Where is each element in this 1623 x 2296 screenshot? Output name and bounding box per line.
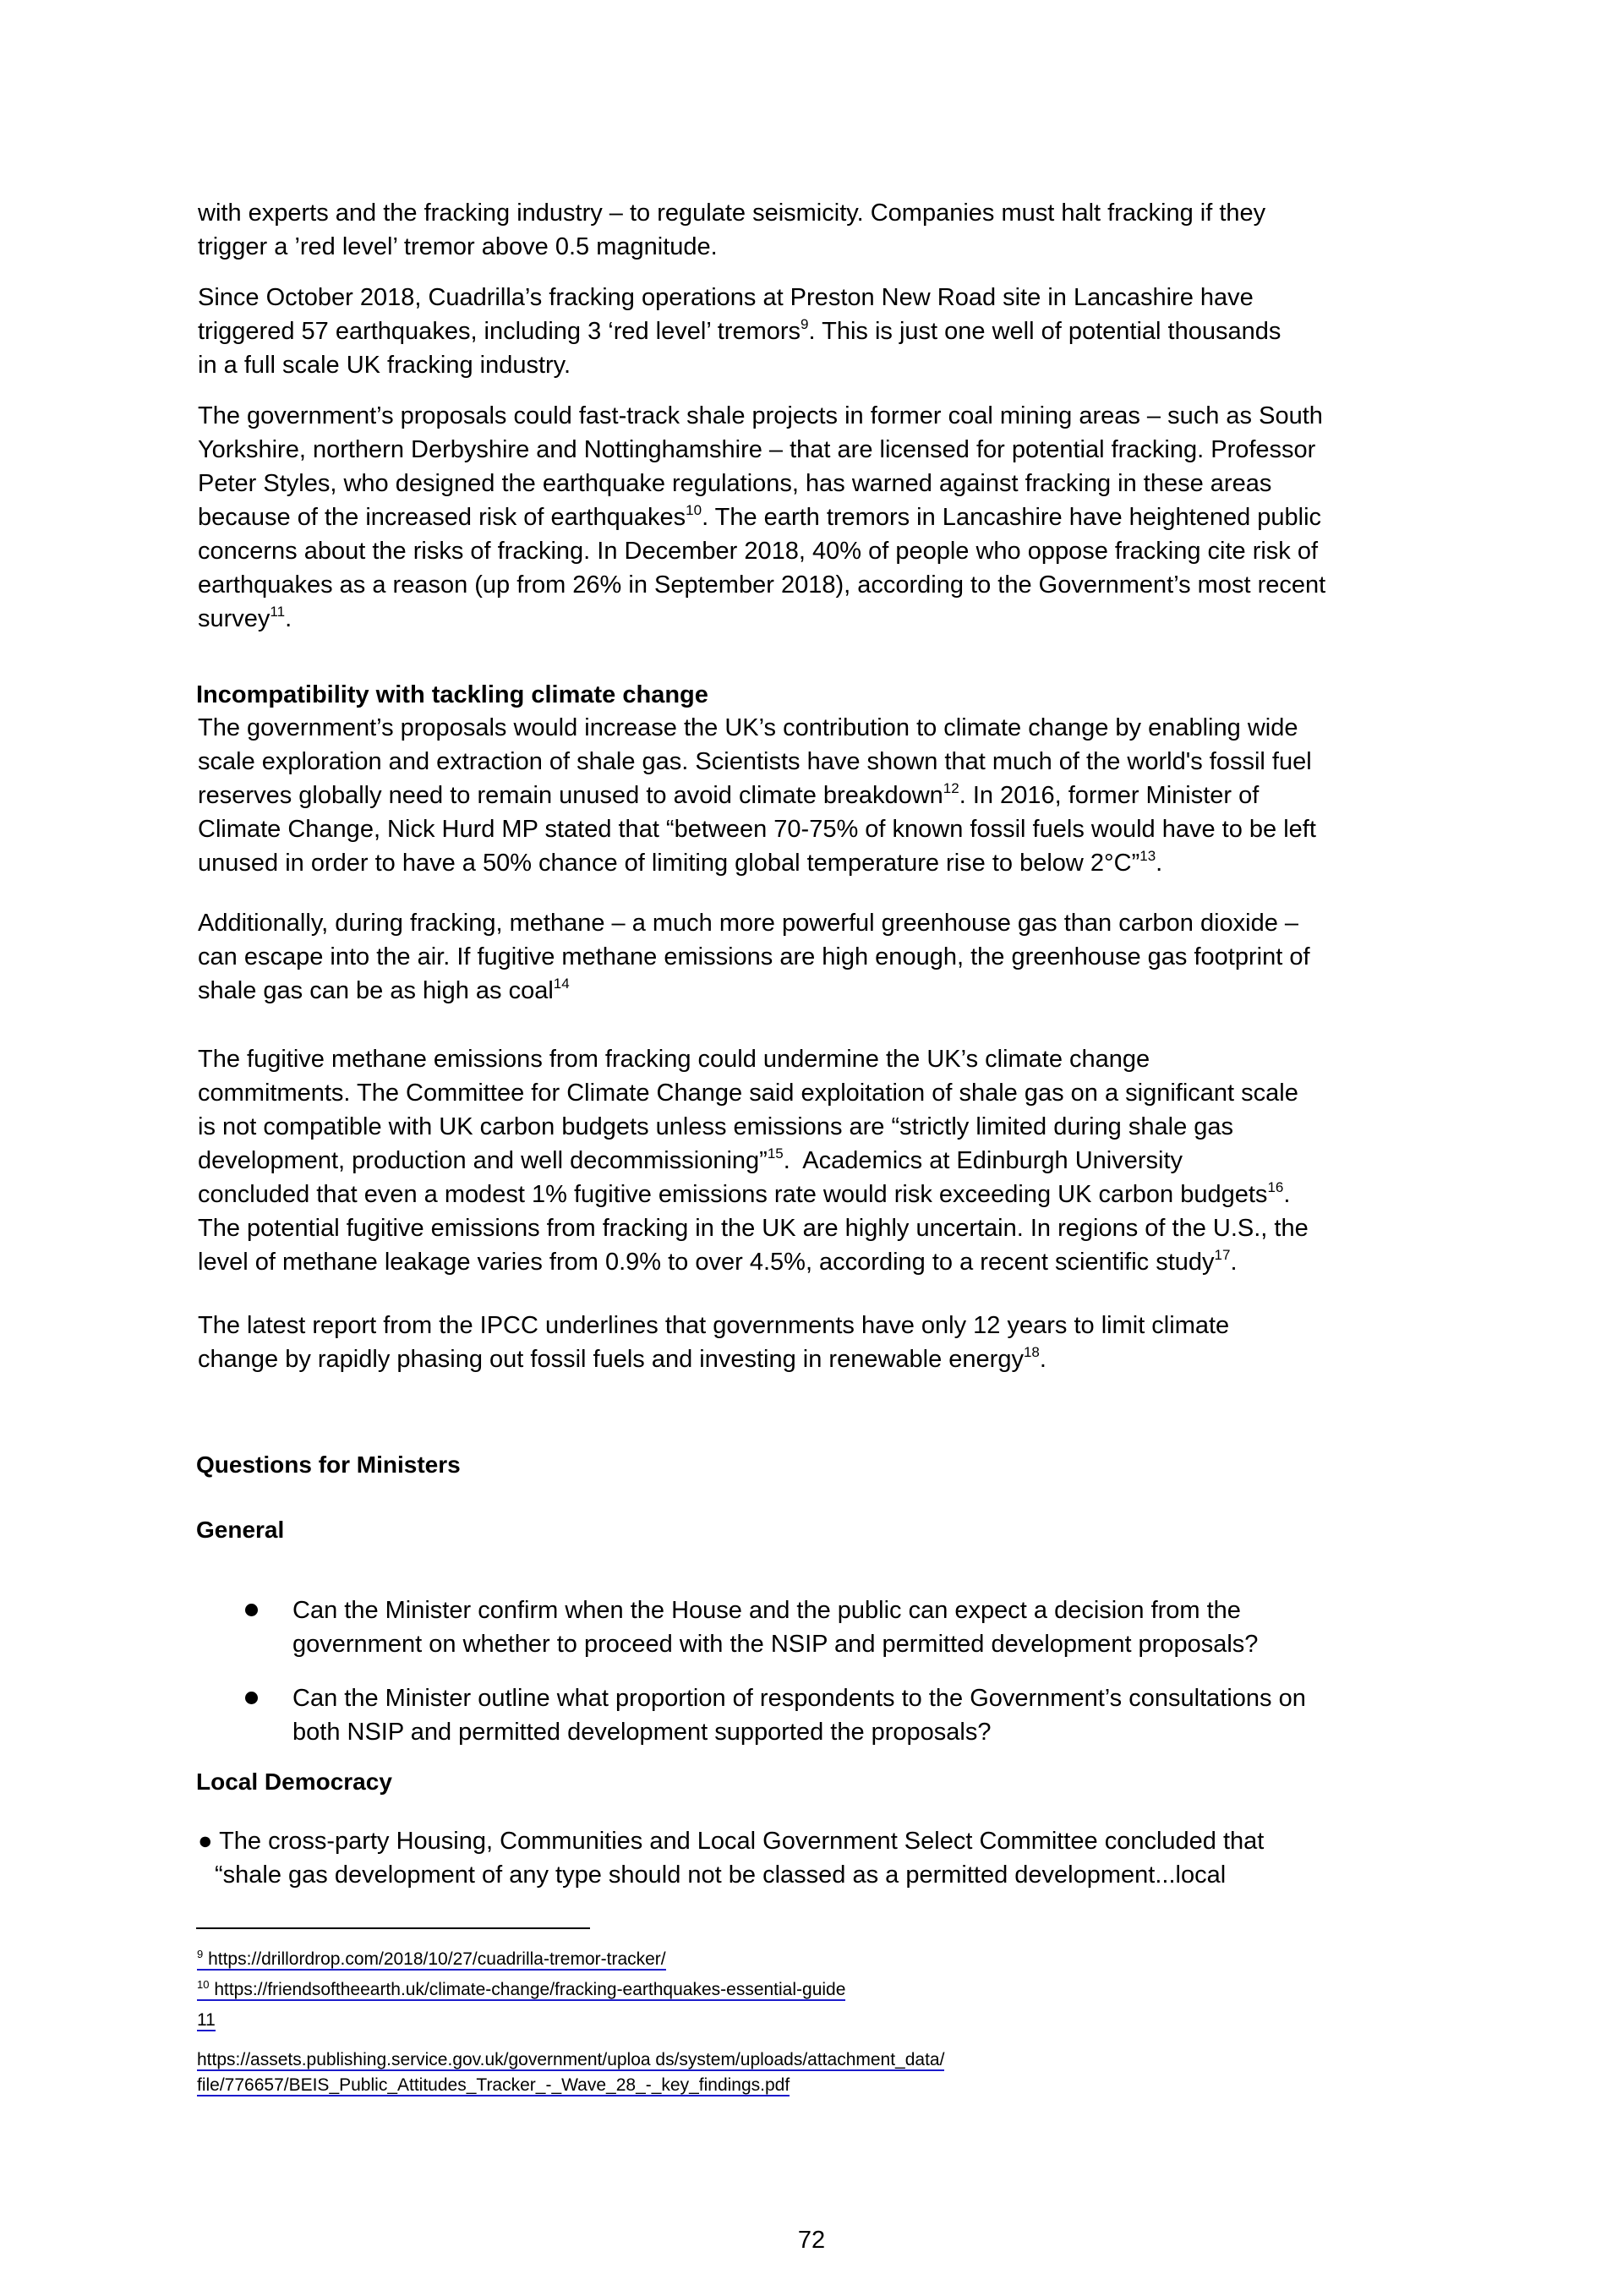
text-run: . The earth tremors in Lancashire have heightened public <box>702 504 1322 531</box>
footnote-separator <box>196 1927 590 1929</box>
section-heading-climate-change: Incompatibility with tackling climate change <box>196 681 708 708</box>
paragraph-methane-escape <box>198 906 1483 1008</box>
text-line: Peter Styles, who designed the earthquake regulations, has warned against fracking in these areas <box>198 470 1272 497</box>
footnote-ref-17[interactable]: 17 <box>1214 1247 1231 1263</box>
text-run: unused in order to have a 50% chance of limiting global temperature rise to below 2°C” <box>198 850 1140 877</box>
text-line: “shale gas development of any type should not be classed as a permitted development...local <box>215 1861 1227 1889</box>
text-line <box>198 974 1483 1008</box>
text-line: in a full scale UK fracking industry. <box>198 352 571 379</box>
text-line: Climate Change, Nick Hurd MP stated that “between 70-75% of known fossil fuels would have to be left <box>198 816 1316 843</box>
local-democracy-list-item <box>198 1824 1483 1892</box>
footnote-number-link[interactable]: 11 <box>197 2010 216 2030</box>
paragraph-ipcc-report <box>198 1309 1483 1376</box>
bullet-icon <box>245 1604 258 1616</box>
text-line: with experts and the fracking industry – to regulate seismicity. Companies must halt fracking if they <box>198 200 1266 227</box>
text-line: can escape into the air. If fugitive methane emissions are high enough, the greenhouse gas footprint of <box>198 943 1310 970</box>
footnote-ref-13[interactable]: 13 <box>1139 848 1156 864</box>
footnote-ref-15[interactable]: 15 <box>767 1145 784 1162</box>
list-item <box>198 1681 1483 1749</box>
footnote-11-url-line-1 <box>197 2047 944 2073</box>
paragraph-coal-mining-areas <box>198 399 1483 636</box>
text-line <box>198 1178 1483 1211</box>
text-line: Can the Minister confirm when the House and the public can expect a decision from the <box>292 1597 1241 1624</box>
footnote-11 <box>197 2005 944 2036</box>
text-run: change by rapidly phasing out fossil fuels and investing in renewable energy <box>198 1346 1024 1373</box>
general-questions-list <box>198 1594 1483 1769</box>
text-line <box>198 602 1483 636</box>
text-run: level of methane leakage varies from 0.9% to over 4.5%, according to a recent scientific study <box>198 1249 1215 1276</box>
footnote-ref-14[interactable]: 14 <box>553 976 570 992</box>
text-run: shale gas can be as high as coal <box>198 977 554 1004</box>
text-line: Additionally, during fracking, methane – a much more powerful greenhouse gas than carbon dioxide – <box>198 910 1299 937</box>
text-run: . This is just one well of potential thousands <box>808 318 1281 345</box>
text-line: Since October 2018, Cuadrilla’s fracking operations at Preston New Road site in Lancashire have <box>198 284 1254 311</box>
text-run: survey <box>198 605 270 632</box>
paragraph-cuadrilla-earthquakes <box>198 281 1483 382</box>
text-run: . <box>285 605 292 632</box>
bullet-icon <box>245 1692 258 1704</box>
text-line: trigger a ’red level’ tremor above 0.5 magnitude. <box>198 233 718 260</box>
text-line <box>198 779 1483 812</box>
text-run: . Academics at Edinburgh University <box>783 1147 1183 1174</box>
text-line: The potential fugitive emissions from fracking in the UK are highly uncertain. In regions of the U.S., the <box>198 1215 1309 1242</box>
text-line: is not compatible with UK carbon budgets unless emissions are “strictly limited during shale gas <box>198 1113 1234 1140</box>
text-run: . <box>1230 1249 1238 1276</box>
text-line <box>198 1144 1483 1178</box>
footnotes <box>197 1944 944 2098</box>
paragraph-fugitive-emissions <box>198 1042 1483 1279</box>
footnote-ref-18[interactable]: 18 <box>1023 1344 1040 1360</box>
footnote-ref-16[interactable]: 16 <box>1267 1179 1284 1195</box>
text-line: The government’s proposals could fast-track shale projects in former coal mining areas – such as South <box>198 402 1323 429</box>
text-line <box>198 846 1483 880</box>
text-line <box>198 500 1483 534</box>
text-line: Can the Minister outline what proportion of respondents to the Government’s consultations on <box>292 1685 1306 1712</box>
footnote-number: 9 <box>197 1948 204 1960</box>
footnote-ref-10[interactable]: 10 <box>686 502 702 518</box>
footnote-url[interactable]: https://drillordrop.com/2018/10/27/cuadrilla-tremor-tracker/ <box>208 1949 666 1969</box>
text-run: development, production and well decommissioning” <box>198 1147 768 1174</box>
text-line: scale exploration and extraction of shale gas. Scientists have shown that much of the world's fossil fuel <box>198 748 1312 775</box>
text-run: triggered 57 earthquakes, including 3 ‘red level’ tremors <box>198 318 801 345</box>
text-line: concerns about the risks of fracking. In December 2018, 40% of people who oppose fracking cite risk of <box>198 538 1319 565</box>
subheading-general: General <box>196 1517 285 1543</box>
text-run: . <box>1039 1346 1046 1373</box>
bullet-icon: ● <box>198 1828 213 1855</box>
text-run: . <box>1156 850 1163 877</box>
text-line <box>198 1824 1483 1858</box>
footnote-link[interactable] <box>197 1980 845 2001</box>
text-run: . In 2016, former Minister of <box>959 782 1260 809</box>
footnote-url[interactable]: https://assets.publishing.service.gov.uk/government/uploa ds/system/uploads/attachment_data/ <box>197 2050 945 2069</box>
text-run: because of the increased risk of earthquakes <box>198 504 686 531</box>
text-run: concluded that even a modest 1% fugitive emissions rate would risk exceeding UK carbon budgets <box>198 1181 1268 1208</box>
text-line: The latest report from the IPCC underlines that governments have only 12 years to limit climate <box>198 1312 1230 1339</box>
footnote-9 <box>197 1944 944 1975</box>
paragraph-seismicity-regulation <box>198 196 1483 264</box>
text-line: Yorkshire, northern Derbyshire and Nottinghamshire – that are licensed for potential fracking. Professor <box>198 436 1316 463</box>
footnote-number: 10 <box>197 1978 210 1991</box>
text-line <box>198 1342 1483 1376</box>
footnote-11-url-line-2 <box>197 2073 944 2098</box>
spacer <box>197 2036 944 2047</box>
text-line <box>198 314 1483 348</box>
footnote-link[interactable] <box>197 1949 666 1971</box>
text-line: The government’s proposals would increase the UK’s contribution to climate change by enabling wide <box>198 714 1298 741</box>
section-heading-questions-for-ministers: Questions for Ministers <box>196 1451 461 1478</box>
text-line <box>198 1245 1483 1279</box>
subheading-local-democracy: Local Democracy <box>196 1768 392 1795</box>
paragraph-climate-contribution <box>198 711 1483 880</box>
page-number: 72 <box>797 2227 826 2254</box>
footnote-ref-11[interactable]: 11 <box>270 604 286 620</box>
footnote-url[interactable]: https://friendsoftheearth.uk/climate-change/fracking-earthquakes-essential-guide <box>214 1980 846 1999</box>
text-line: earthquakes as a reason (up from 26% in September 2018), according to the Government’s most recent <box>198 571 1326 599</box>
list-item <box>198 1594 1483 1661</box>
text-run: reserves globally need to remain unused to avoid climate breakdown <box>198 782 943 809</box>
footnote-ref-12[interactable]: 12 <box>943 780 959 796</box>
text-line: government on whether to proceed with the NSIP and permitted development proposals? <box>292 1631 1259 1658</box>
text-line: The fugitive methane emissions from fracking could undermine the UK’s climate change <box>198 1046 1150 1073</box>
text-run: The cross-party Housing, Communities and Local Government Select Committee concluded that <box>212 1828 1265 1855</box>
footnote-ref-9[interactable]: 9 <box>801 316 809 332</box>
text-run: . <box>1283 1181 1291 1208</box>
text-line: commitments. The Committee for Climate Change said exploitation of shale gas on a significant scale <box>198 1080 1298 1107</box>
text-line: both NSIP and permitted development supported the proposals? <box>292 1719 992 1746</box>
footnote-10 <box>197 1975 944 2005</box>
footnote-url[interactable]: file/776657/BEIS_Public_Attitudes_Tracker_-_Wave_28_-_key_findings.pdf <box>197 2075 790 2095</box>
